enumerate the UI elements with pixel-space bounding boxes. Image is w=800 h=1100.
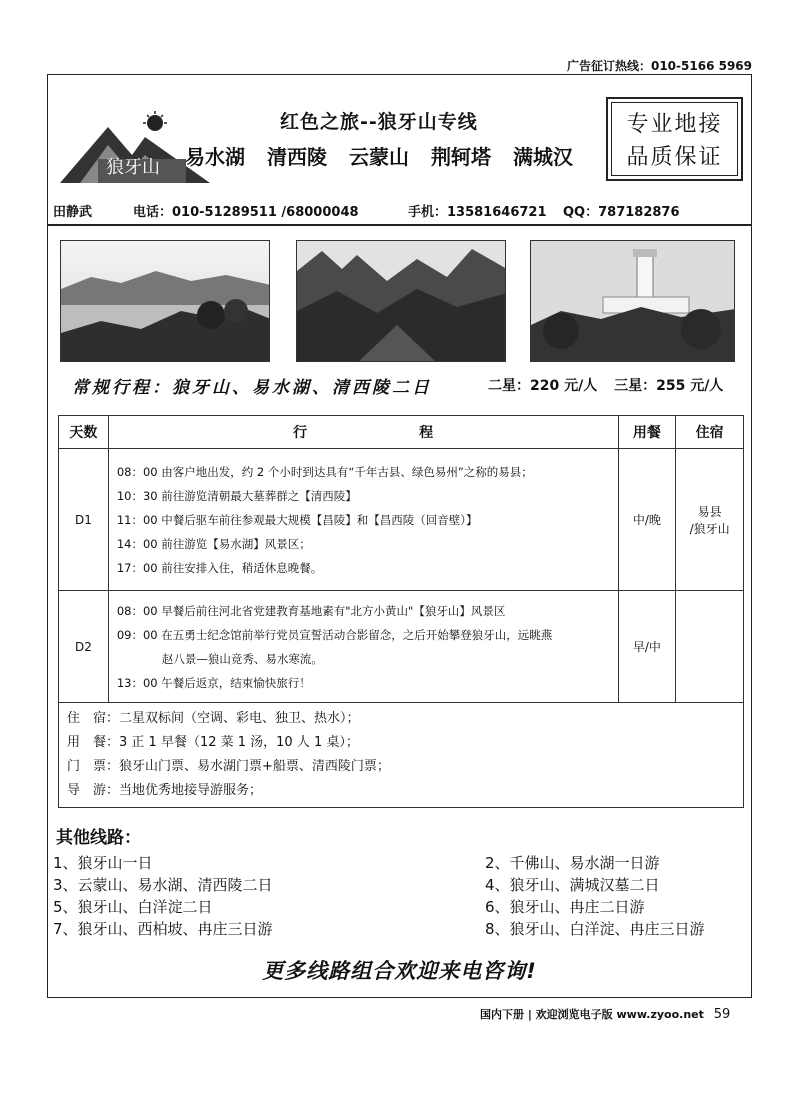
route-item: 2、千佛山、易水湖一日游 — [485, 854, 660, 872]
mountain-photo — [296, 240, 506, 362]
page-footer — [480, 1006, 730, 1022]
itinerary-table — [58, 415, 744, 808]
header-itinerary: 行 程 — [108, 416, 618, 449]
contact-qq: QQ：787182876 — [563, 205, 680, 220]
lake-photo — [60, 240, 270, 362]
spot-item: 云蒙山 — [349, 145, 409, 169]
route-title: 常规行程：狼牙山、易水湖、清西陵二日 — [72, 378, 432, 398]
contact-phone: 电话：010-51289511 /68000048 — [133, 205, 359, 220]
contact-name: 田静武 — [53, 205, 93, 220]
badge-line-2: 品质保证 — [626, 145, 723, 170]
route-item: 4、狼牙山、满城汉墓二日 — [485, 876, 660, 894]
itinerary-line: 08：00 由客户地出发，约 2 个小时到达具有“千年古县、绿色易州”之称的易县； — [116, 464, 533, 479]
hotel-line: 易县 — [697, 504, 722, 519]
itinerary-line: 10：30 前往游览清朝最大墓葬群之【清西陵】 — [116, 488, 357, 503]
itinerary-line: 08：00 早餐后前往河北省党建教育基地素有"北方小黄山"【狼牙山】风景区 — [116, 603, 506, 618]
notes-row — [59, 703, 744, 808]
day-label: D1 — [59, 449, 109, 591]
quality-badge — [606, 97, 743, 181]
hotel-cell — [676, 591, 744, 703]
spot-item: 清西陵 — [267, 145, 327, 169]
itinerary-line: 13：00 午餐后返京，结束愉快旅行！ — [116, 675, 311, 690]
route-item: 3、云蒙山、易水湖、清西陵二日 — [53, 876, 273, 894]
hotel-line: /狼牙山 — [689, 521, 730, 536]
consult-cta: 更多线路组合欢迎来电咨询! — [262, 959, 537, 983]
table-row — [59, 591, 744, 703]
price-3star: 三星：255 元/人 — [614, 378, 724, 394]
price-info — [488, 375, 735, 395]
route-item: 1、狼牙山一日 — [53, 854, 153, 872]
header-title: 红色之旅--狼牙山专线 — [280, 111, 478, 133]
logo-text: 狼牙山 — [106, 157, 160, 178]
day-label: D2 — [59, 591, 109, 703]
header-meal: 用餐 — [618, 416, 676, 449]
itinerary-line: 赵八景—狼山竞秀、易水寒流。 — [161, 651, 323, 666]
itinerary-cell — [108, 449, 618, 591]
header-day: 天数 — [59, 416, 109, 449]
price-2star: 二星：220 元/人 — [488, 378, 598, 394]
header-hotel: 住宿 — [676, 416, 744, 449]
spot-item: 荆轲塔 — [431, 145, 491, 169]
itinerary-cell — [108, 591, 618, 703]
other-routes-title: 其他线路： — [56, 828, 141, 848]
spot-item: 满城汉 — [513, 145, 573, 169]
route-item: 6、狼牙山、冉庄二日游 — [485, 898, 645, 916]
itinerary-line: 17：00 前往安排入住，稍适休息晚餐。 — [116, 560, 323, 575]
hotel-cell — [676, 449, 744, 591]
route-item: 5、狼牙山、白洋淀二日 — [53, 898, 213, 916]
spot-item: 易水湖 — [185, 145, 245, 169]
page-number: 59 — [713, 1007, 731, 1022]
itinerary-line: 14：00 前往游览【易水湖】风景区； — [116, 536, 311, 551]
tower-photo — [530, 240, 735, 362]
footer-text: 国内下册 | 欢迎浏览电子版 www.zyoo.net — [480, 1008, 704, 1021]
route-item: 8、狼牙山、白洋淀、冉庄三日游 — [485, 920, 705, 938]
meal-cell: 中/晚 — [618, 449, 676, 591]
badge-line-1: 专业地接 — [626, 112, 723, 137]
contact-mobile: 手机：13581646721 — [408, 205, 547, 220]
note-line: 住 宿：二星双标间（空调、彩电、独卫、热水）； — [67, 711, 360, 726]
route-item: 7、狼牙山、西柏坡、冉庄三日游 — [53, 920, 273, 938]
notes-cell — [59, 703, 744, 808]
note-line: 导 游：当地优秀地接导游服务； — [67, 783, 263, 798]
ad-hotline: 广告征订热线：010-5166 5969 — [566, 59, 752, 73]
meal-cell: 早/中 — [618, 591, 676, 703]
itinerary-line: 11：00 中餐后驱车前往参观最大规模【昌陵】和【昌西陵（回音壁）】 — [116, 512, 478, 527]
table-header-row — [59, 416, 744, 449]
ad-frame — [47, 74, 752, 998]
header-divider — [48, 224, 751, 226]
table-row — [59, 449, 744, 591]
note-line: 用 餐：3 正 1 早餐（12 菜 1 汤，10 人 1 桌）； — [67, 735, 359, 750]
itinerary-line: 09：00 在五勇士纪念馆前举行党员宣誓活动合影留念，之后开始攀登狼牙山，远眺燕 — [116, 627, 553, 642]
spot-list — [185, 141, 573, 170]
note-line: 门 票：狼牙山门票、易水湖门票+船票、清西陵门票； — [67, 759, 390, 774]
